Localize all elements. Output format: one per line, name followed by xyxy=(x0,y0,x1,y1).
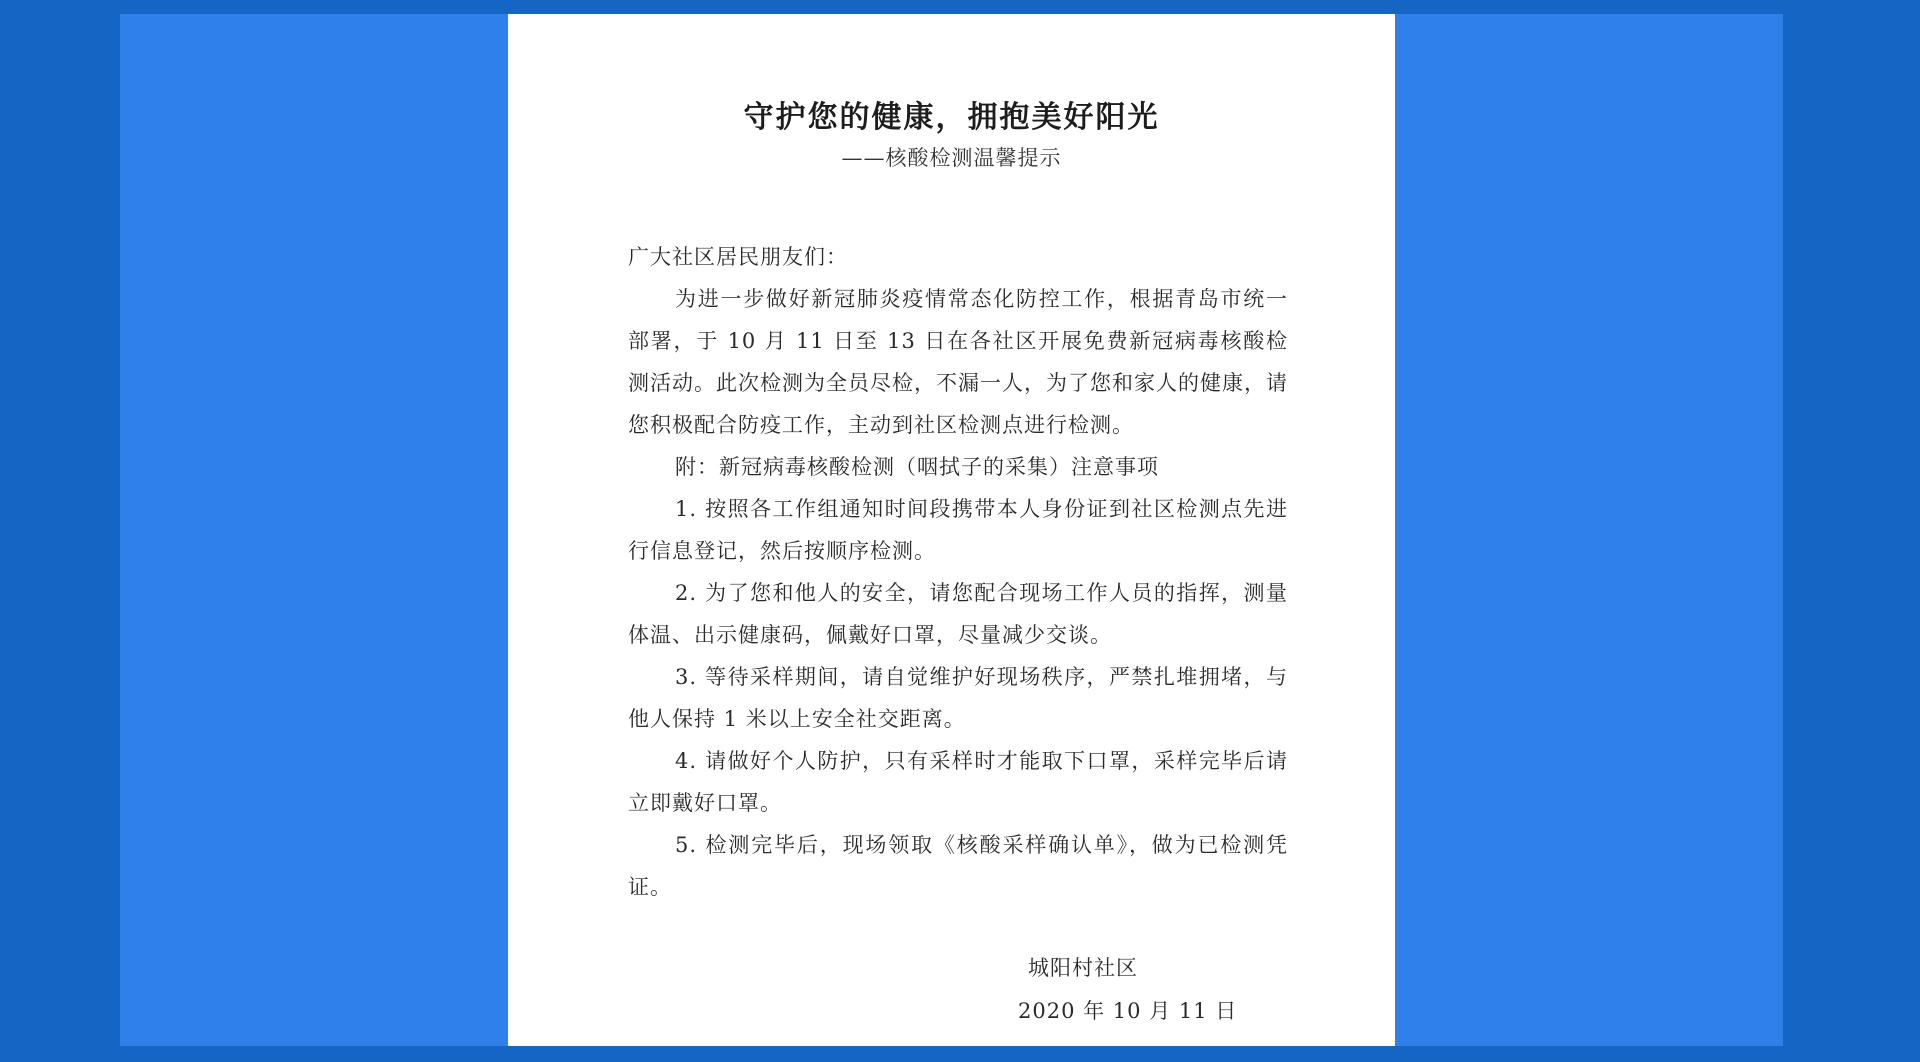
signature: 城阳村社区 xyxy=(1028,956,1138,980)
notice-item-1: 1. 按照各工作组通知时间段携带本人身份证到社区检测点先进行信息登记，然后按顺序检测。 xyxy=(628,497,1288,563)
document-body xyxy=(628,236,1288,908)
appendix-heading: 附：新冠病毒核酸检测（咽拭子的采集）注意事项 xyxy=(675,455,1159,479)
notice-item-2: 2. 为了您和他人的安全，请您配合现场工作人员的指挥，测量体温、出示健康码，佩戴好口罩，尽量减少交谈。 xyxy=(628,581,1288,647)
greeting: 广大社区居民朋友们： xyxy=(628,245,848,269)
document-title: 守护您的健康，拥抱美好阳光 xyxy=(743,100,1160,135)
document-subtitle: ——核酸检测温馨提示 xyxy=(841,146,1062,170)
notice-item-5: 5. 检测完毕后，现场领取《核酸采样确认单》，做为已检测凭证。 xyxy=(628,833,1288,899)
notice-item-3: 3. 等待采样期间，请自觉维护好现场秩序，严禁扎堆拥堵，与他人保持 1 米以上安全社交距离。 xyxy=(628,665,1288,731)
document-date: 2020 年 10 月 11 日 xyxy=(1018,999,1238,1023)
intro-paragraph: 为进一步做好新冠肺炎疫情常态化防控工作，根据青岛市统一部署，于 10 月 11 日至 13 日在各社区开展免费新冠病毒核酸检测活动。此次检测为全员尽检，不漏一人，为了您和家人的健康，请您积极配合防疫工作，主动到社区检测点进行检测。 xyxy=(628,287,1288,437)
notice-item-4: 4. 请做好个人防护，只有采样时才能取下口罩，采样完毕后请立即戴好口罩。 xyxy=(628,749,1288,815)
notice-document xyxy=(508,14,1395,1046)
